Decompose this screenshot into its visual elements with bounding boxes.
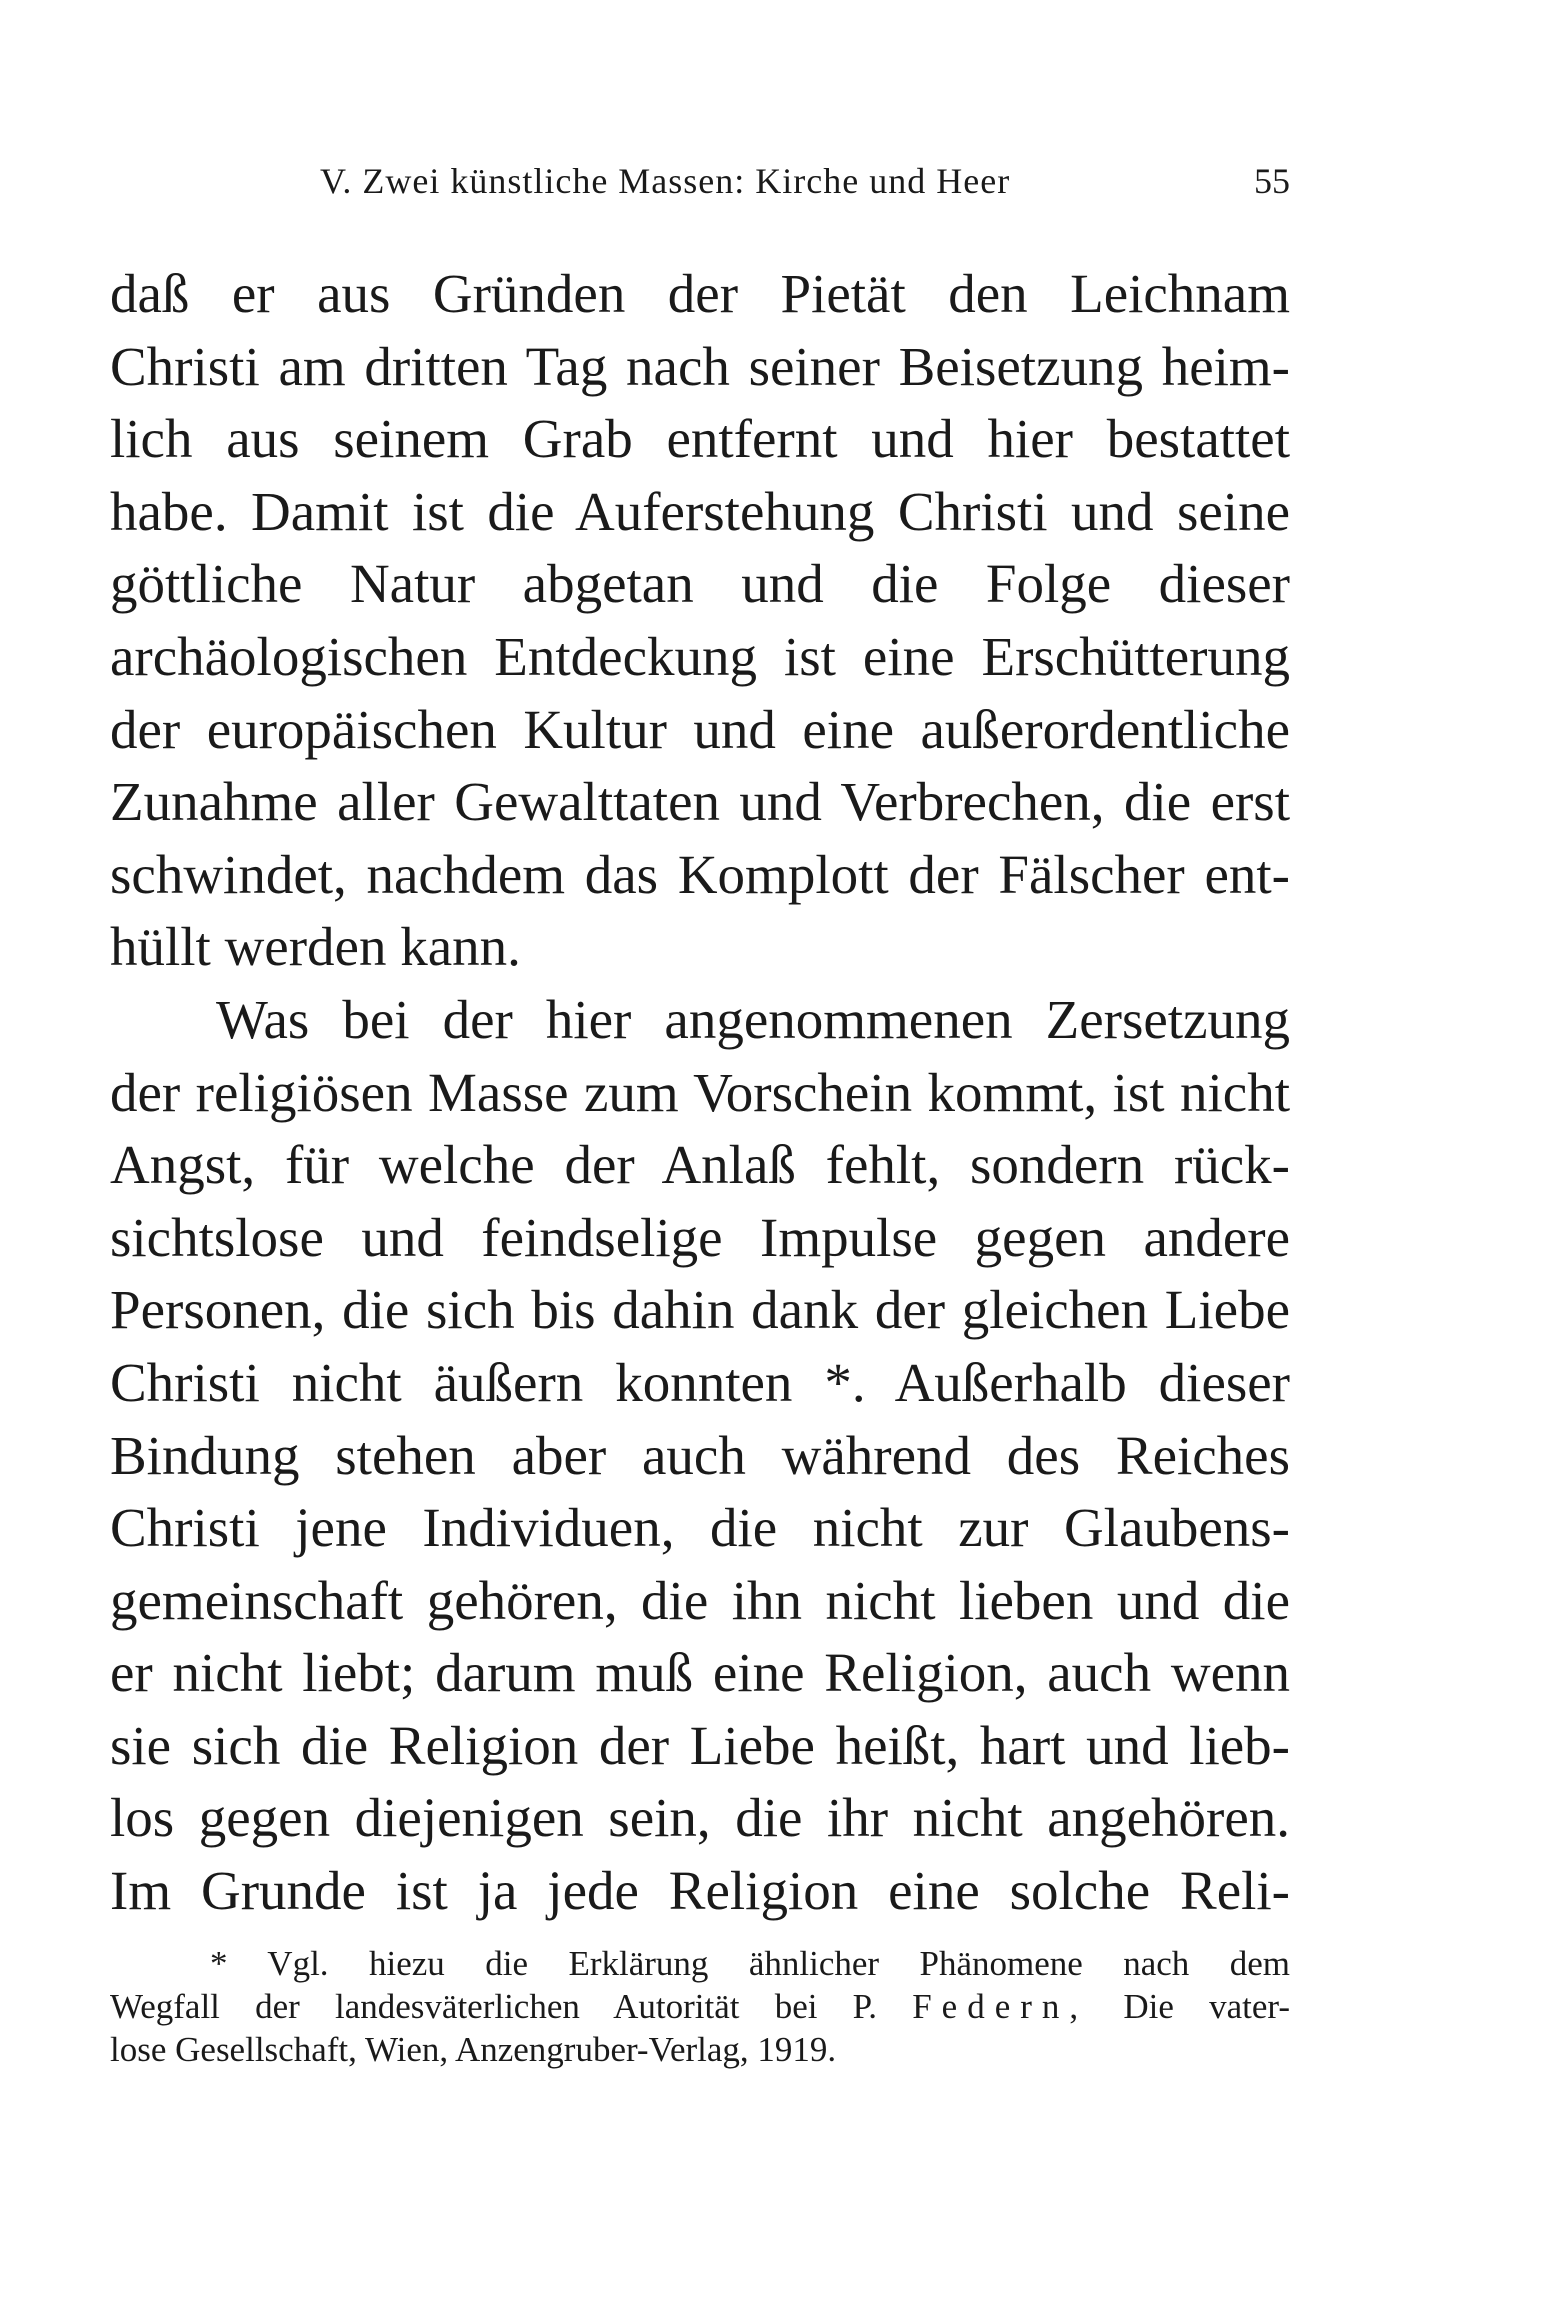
text-line: Christi jene Individuen, die nicht zur Glaubens- xyxy=(110,1497,1290,1559)
text-line: göttliche Natur abgetan und die Folge dieser xyxy=(110,553,1290,615)
page-header xyxy=(110,160,1290,220)
footnote-line xyxy=(110,1985,1290,2028)
text-line: Angst, für welche der Anlaß fehlt, sondern rück- xyxy=(110,1134,1290,1196)
footnote-line: * Vgl. hiezu die Erklärung ähnlicher Phänomene nach dem xyxy=(210,1944,1290,1983)
text-line: Christi am dritten Tag nach seiner Beisetzung heim- xyxy=(110,335,1290,397)
text-line: Zunahme aller Gewalttaten und Verbrechen, die erst xyxy=(110,771,1290,833)
text-line: der europäischen Kultur und eine außerordentliche xyxy=(110,698,1290,760)
text-line: daß er aus Gründen der Pietät den Leichnam xyxy=(110,263,1290,324)
text-line: gemeinschaft gehören, die ihn nicht lieben und die xyxy=(110,1569,1290,1631)
footnote-text: Wegfall der landesväterlichen Autorität bei P. xyxy=(110,1987,877,2026)
text-line: lich aus seinem Grab entfernt und hier bestattet xyxy=(110,408,1290,470)
text-line: schwindet, nachdem das Komplott der Fälscher ent- xyxy=(110,843,1290,905)
footnote-author-name: Federn, xyxy=(912,1987,1089,2026)
text-line: sichtslose und feindselige Impulse gegen andere xyxy=(110,1206,1290,1268)
text-line: der religiösen Masse zum Vorschein kommt, ist nicht xyxy=(110,1061,1290,1123)
body-text xyxy=(110,258,1290,1928)
running-head: V. Zwei künstliche Massen: Kirche und Heer xyxy=(320,161,1011,201)
text-line: er nicht liebt; darum muß eine Religion, auch wenn xyxy=(110,1642,1290,1704)
page-number: 55 xyxy=(1254,161,1290,201)
text-line: Bindung stehen aber auch während des Reiches xyxy=(110,1424,1290,1486)
footnote xyxy=(110,1942,1290,2071)
text-line: archäologischen Entdeckung ist eine Erschütterung xyxy=(110,625,1290,687)
footnote-line: lose Gesellschaft, Wien, Anzengruber-Verlag, 1919. xyxy=(110,2030,837,2069)
text-line: Personen, die sich bis dahin dank der gleichen Liebe xyxy=(110,1279,1290,1341)
text-line: los gegen diejenigen sein, die ihr nicht angehören. xyxy=(110,1787,1290,1849)
text-line: Im Grunde ist ja jede Religion eine solche Reli- xyxy=(110,1860,1290,1922)
text-line: hüllt werden kann. xyxy=(110,916,521,978)
footnote-text: Die vater- xyxy=(1123,1987,1290,2026)
text-line: Christi nicht äußern konnten *. Außerhalb dieser xyxy=(110,1351,1290,1413)
text-line: habe. Damit ist die Auferstehung Christi und seine xyxy=(110,480,1290,542)
text-line: sie sich die Religion der Liebe heißt, hart und lieb- xyxy=(110,1714,1290,1776)
text-line: Was bei der hier angenommenen Zersetzung xyxy=(216,988,1290,1050)
